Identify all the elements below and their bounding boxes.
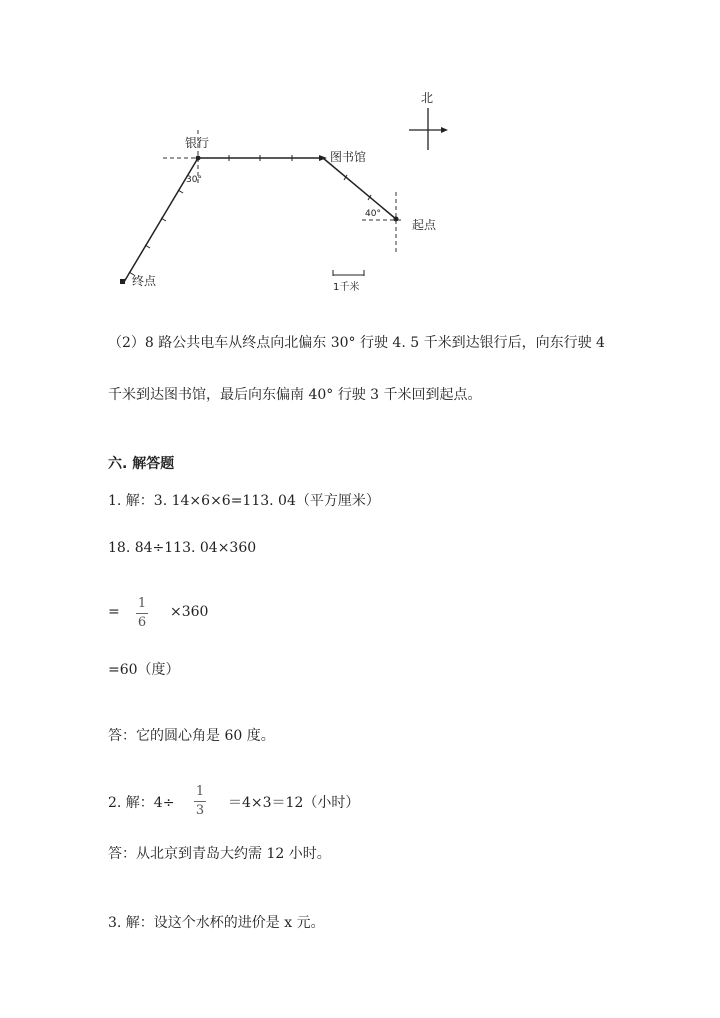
scale-bar	[333, 270, 364, 276]
angle-30-label: 30°	[186, 175, 202, 185]
q2-answer: 答：从北京到青岛大约需 12 小时。	[108, 846, 331, 862]
q2-fraction	[194, 784, 206, 819]
scale-label: 1千米	[333, 282, 360, 293]
bank-point	[196, 156, 201, 161]
q1-line3-suffix: ×360	[170, 604, 209, 620]
q1-fraction-numerator: 1	[137, 596, 147, 611]
compass-icon	[409, 108, 448, 150]
q1-answer: 答：它的圆心角是 60 度。	[108, 728, 275, 744]
angle-40-label: 40°	[365, 209, 381, 219]
route-ticks	[129, 155, 371, 275]
part2-line2: 千米到达图书馆，最后向东偏南 40° 行驶 3 千米回到起点。	[108, 387, 482, 403]
q1-line4: =60（度）	[108, 662, 180, 678]
q2-fraction-numerator: 1	[195, 784, 205, 799]
route-diagram	[0, 0, 720, 310]
bank-label: 银行	[185, 136, 210, 150]
route-library-to-start	[323, 158, 396, 219]
library-label: 图书馆	[330, 150, 367, 164]
end-point	[120, 279, 125, 284]
q3-line1: 3. 解：设这个水杯的进价是 x 元。	[108, 915, 325, 931]
q2-suffix: ＝4×3＝12（小时）	[228, 795, 360, 811]
q1-fraction	[136, 596, 148, 631]
q1-line3-prefix: =	[108, 604, 120, 620]
north-label: 北	[421, 91, 434, 105]
q1-line2: 18. 84÷113. 04×360	[108, 540, 257, 556]
start-point	[394, 217, 399, 222]
q2-prefix: 2. 解：4÷	[108, 795, 175, 811]
end-label: 终点	[132, 274, 157, 288]
q1-fraction-denominator: 6	[137, 615, 147, 630]
section6-title: 六. 解答题	[108, 456, 175, 472]
q1-line1: 1. 解：3. 14×6×6=113. 04（平方厘米）	[108, 493, 380, 509]
q2-fraction-denominator: 3	[195, 803, 205, 818]
start-label: 起点	[412, 218, 437, 232]
part2-line1: （2）8 路公共电车从终点向北偏东 30° 行驶 4. 5 千米到达银行后，向东行驶 4	[108, 335, 605, 351]
